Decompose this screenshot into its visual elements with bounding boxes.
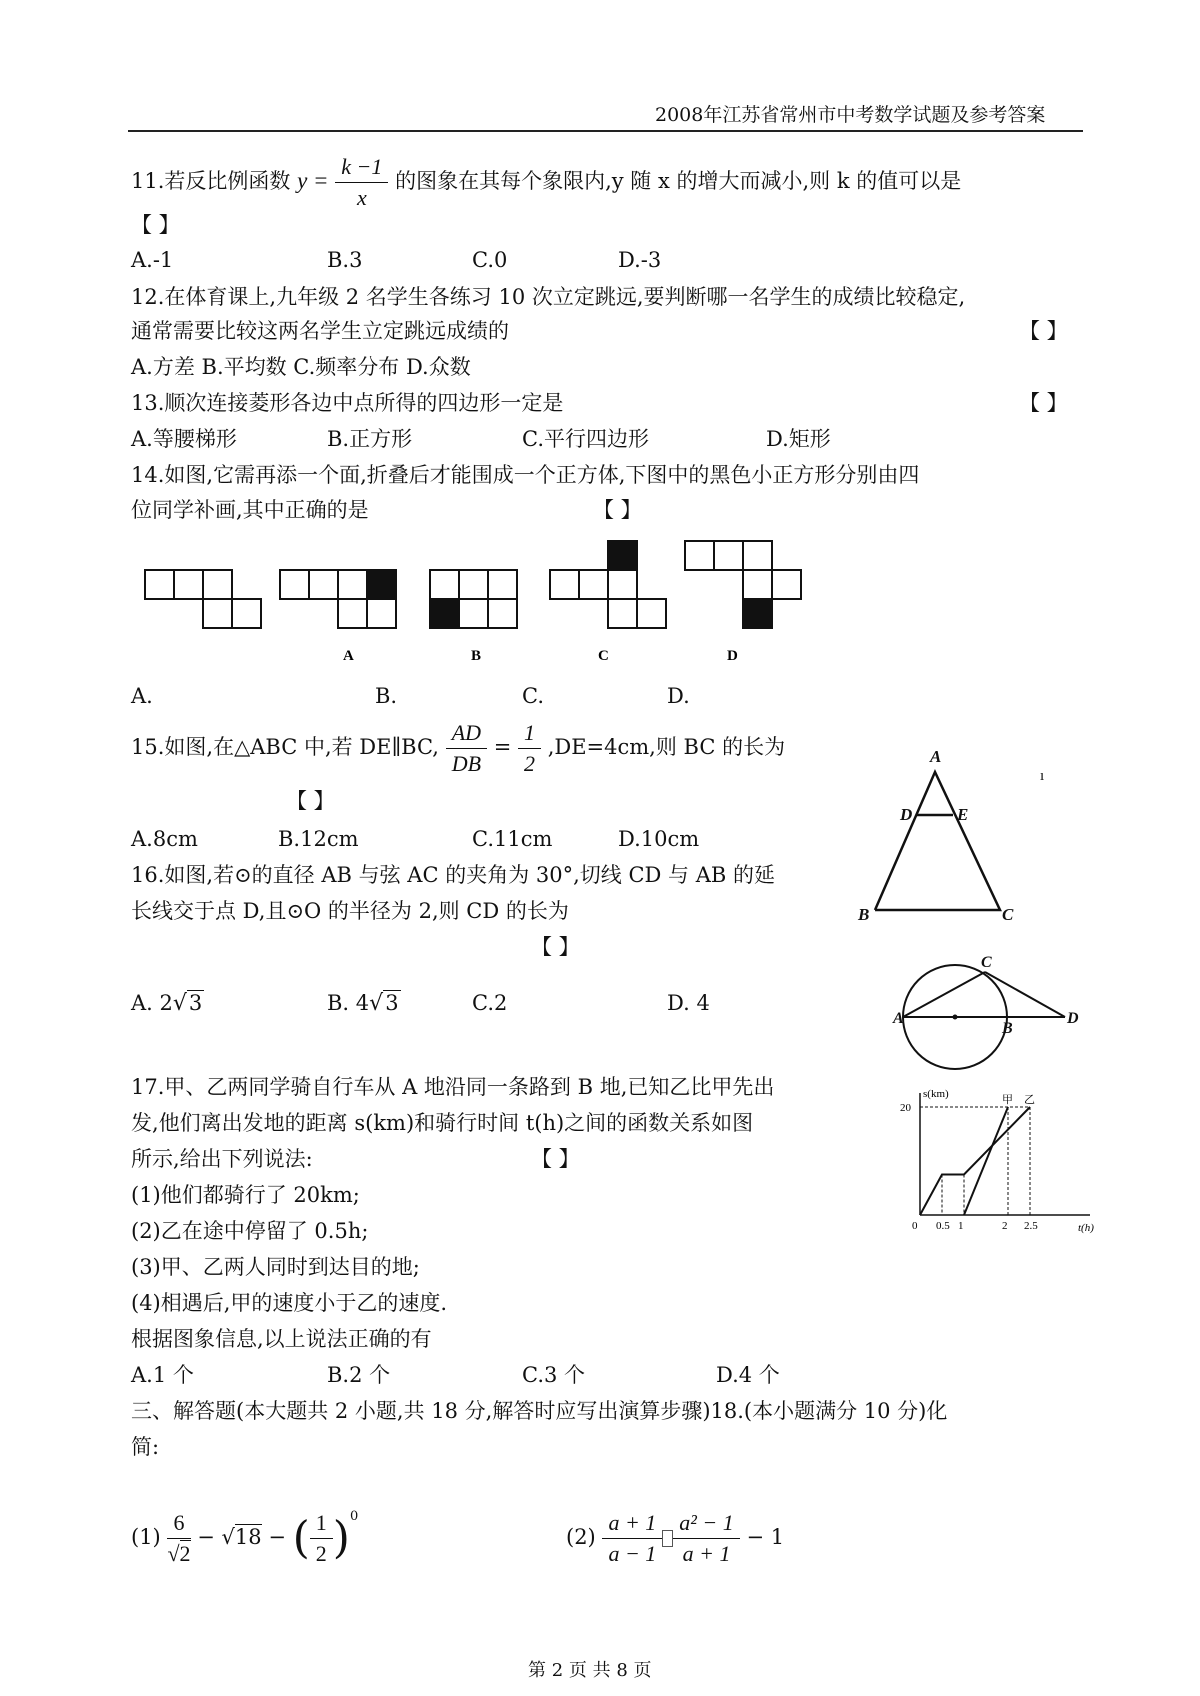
q14-option-d: D. [667,684,690,708]
q15-label-d: D [900,805,913,824]
q11-suffix: 的图象在其每个象限内,y 随 x 的增大而减小,则 k 的值可以是 [395,169,962,193]
q18-part2-den2: a + 1 [682,1541,731,1566]
q15-option-d: D.10cm [618,827,700,851]
q17-y-tick-label: 20 [900,1102,911,1114]
q11-bracket: 【 】 [131,213,180,237]
q17-statement-4: (4)相遇后,甲的速度小于乙的速度. [131,1291,448,1315]
q15-half-num: 1 [518,718,541,749]
q18-part1-half-den: 2 [315,1541,327,1566]
section3-heading-line2: 简: [131,1435,160,1459]
q18-part1-den: √2 [167,1541,191,1566]
q11-option-c: C.0 [472,248,508,272]
q17-series-label-1: 甲 [1002,1094,1013,1106]
q13-option-b: B.正方形 [327,427,413,451]
header-title: 2008年江苏省常州市中考数学试题及参考答案 [655,104,1046,126]
q14-option-c: C. [522,684,544,708]
q18-part1-minus2: − [268,1525,286,1549]
q15-numerator: AD [446,718,487,749]
q11-prefix: 11.若反比例函数 [131,169,291,193]
q18-part2-tail: − 1 [746,1525,785,1549]
q16-chord-ac [903,972,985,1017]
q11-stem [131,152,961,213]
q14-net-a [280,570,396,628]
q17-x-axis-label: t(h) [1078,1222,1094,1234]
q15-stem [131,718,785,779]
section3-heading-line1: 三、解答题(本大题共 2 小题,共 18 分,解答时应写出演算步骤)18.(本小题满分 10 分)化 [131,1399,948,1423]
q17-statement-1: (1)他们都骑行了 20km; [131,1183,360,1207]
q15-denominator: DB [451,751,482,776]
q16-label-c: C [981,954,992,971]
q17-line2: 发,他们离出发地的距离 s(km)和骑行时间 t(h)之间的函数关系如图 [131,1111,754,1135]
q18-part2-num1: a + 1 [602,1508,662,1539]
q16-option-d: D. 4 [667,991,710,1015]
q17-bracket: 【 】 [531,1147,580,1171]
q18-part1-fraction [167,1508,190,1569]
q11-y: y = [297,168,329,193]
q15-label-a: A [930,747,942,766]
q13-option-a: A.等腰梯形 [131,427,237,451]
q17-option-c: C.3 个 [522,1363,586,1387]
q18-part1-exponent: 0 [349,1509,359,1524]
q17-option-d: D.4 个 [716,1363,780,1387]
q18-part2-fraction2 [673,1508,739,1569]
q15-stray-mark: ı [1040,768,1045,784]
header-rule [128,130,1083,132]
q15-bracket: 【 】 [286,789,335,813]
q14-bracket: 【 】 [593,498,642,522]
q14-net-original [145,570,261,628]
q18-part1-sqrt: √18 [221,1525,262,1549]
q17-question: 根据图象信息,以上说法正确的有 [131,1327,432,1351]
q11-option-a: A.-1 [131,248,174,272]
q18-part1-half [310,1508,333,1569]
q14-line2: 位同学补画,其中正确的是 [131,498,369,522]
q17-line1: 17.甲、乙两同学骑自行车从 A 地沿同一条路到 B 地,已知乙比甲先出 [131,1075,775,1099]
q14-net-c [550,541,666,628]
q12-options: A.方差 B.平均数 C.频率分布 D.众数 [131,355,471,379]
q18-part1-radicand: 18 [234,1525,262,1549]
q17-series-line-2 [920,1107,1030,1215]
q14-cube-nets [140,535,810,665]
q16-tangent-cd [985,972,1065,1017]
q15-fraction-ad-db [446,718,487,779]
q17-y-axis-label: s(km) [923,1088,949,1100]
q17-x-tick-label: 0 [912,1220,918,1232]
q13-stem: 13.顺次连接菱形各边中点所得的四边形一定是 [131,391,564,415]
q17-x-tick-label: 2.5 [1024,1220,1038,1232]
q18-part2-label: (2) [566,1525,596,1549]
q14-option-a: A. [131,684,153,708]
q15-suffix: ,DE=4cm,则 BC 的长为 [547,735,786,759]
q17-series-line-1 [964,1107,1008,1215]
q15-option-a: A.8cm [131,827,198,851]
q14-net-b [430,570,517,628]
q12-bracket: 【 】 [1019,319,1068,343]
q18-part1-half-num: 1 [310,1508,333,1539]
q12-line2: 通常需要比较这两名学生立定跳远成绩的 [131,319,509,343]
q16-option-a-coef: A. 2 [131,991,173,1015]
q18-part2-num2: a² − 1 [673,1508,739,1539]
q11-option-d: D.-3 [618,248,662,272]
q15-option-b: B.12cm [278,827,359,851]
q16-bracket: 【 】 [531,935,580,959]
q16-center-point [953,1015,958,1020]
q12-line1: 12.在体育课上,九年级 2 名学生各练习 10 次立定跳远,要判断哪一名学生的成绩比较稳定, [131,285,966,309]
q14-fig-label-a: A [343,648,354,664]
q18-part2 [566,1508,784,1569]
q16-circle-figure [895,955,1085,1075]
q16-label-a: A [893,1010,904,1027]
q17-series-label-2: 乙 [1024,1094,1035,1106]
q18-part2-den1: a − 1 [608,1541,657,1566]
q15-prefix: 15.如图,在△ABC 中,若 DE∥BC, [131,735,439,759]
q15-equals: = [493,735,512,759]
q17-option-b: B.2 个 [327,1363,391,1387]
q15-label-e: E [957,805,969,824]
q14-fig-label-b: B [471,648,482,664]
q14-fig-label-d: D [727,648,738,664]
q16-option-b-coef: B. 4 [327,991,370,1015]
q18-part1-num: 6 [167,1508,190,1539]
q15-triangle-abc [875,772,1000,910]
q18-part1: (1) $\frac{6}{√2}$ − √18 − ( $\frac{1}{2}$ )$^0$ [131,1508,358,1569]
q15-triangle-figure [850,740,1050,925]
q15-label-c: C [1002,905,1014,924]
q17-x-tick-label: 1 [958,1220,964,1232]
q13-option-c: C.平行四边形 [522,427,649,451]
q15-label-b: B [858,905,870,924]
q11-numerator: k −1 [335,152,388,183]
q16-line1: 16.如图,若⊙的直径 AB 与弦 AC 的夹角为 30°,切线 CD 与 AB 的延 [131,863,775,887]
q18-part2-fraction1 [602,1508,662,1569]
q17-x-tick-label: 2 [1002,1220,1008,1232]
q16-option-a: A. 2√3 [131,991,203,1016]
q17-option-a: A.1 个 [131,1363,194,1387]
q13-bracket: 【 】 [1019,391,1068,415]
q14-option-b: B. [375,684,398,708]
q16-option-c: C.2 [472,991,508,1015]
q11-option-b: B.3 [327,248,363,272]
q16-option-b: B. 4√3 [327,991,399,1016]
q14-fig-label-c: C [598,648,609,664]
q17-x-tick-label: 0.5 [936,1220,950,1232]
q14-net-d [685,541,801,628]
q16-line2: 长线交于点 D,且⊙O 的半径为 2,则 CD 的长为 [131,899,569,923]
q17-statement-3: (3)甲、乙两人同时到达目的地; [131,1255,420,1279]
q15-half-den: 2 [524,751,535,776]
q16-option-b-radicand: 3 [385,991,399,1015]
q16-option-a-radicand: 3 [188,991,203,1015]
q18-part1-minus1: − [197,1525,215,1549]
q18-part2-missing-operator [662,1530,673,1547]
q11-denominator: x [356,185,367,210]
q14-line1: 14.如图,它需再添一个面,折叠后才能围成一个正方体,下图中的黑色小正方形分别由四 [131,463,920,487]
q16-label-b: B [1002,1020,1013,1037]
q17-distance-time-chart [895,1085,1095,1235]
q18-part1-den-radicand: 2 [179,1541,191,1566]
q13-option-d: D.矩形 [766,427,831,451]
q18-part1-label: (1) [131,1525,161,1549]
q17-statement-2: (2)乙在途中停留了 0.5h; [131,1219,369,1243]
q17-line3: 所示,给出下列说法: [131,1147,313,1171]
q15-fraction-half [518,718,541,779]
q16-label-d: D [1067,1010,1079,1027]
q11-fraction [335,152,388,213]
page-footer: 第 2 页 共 8 页 [528,1660,652,1681]
q15-option-c: C.11cm [472,827,553,851]
